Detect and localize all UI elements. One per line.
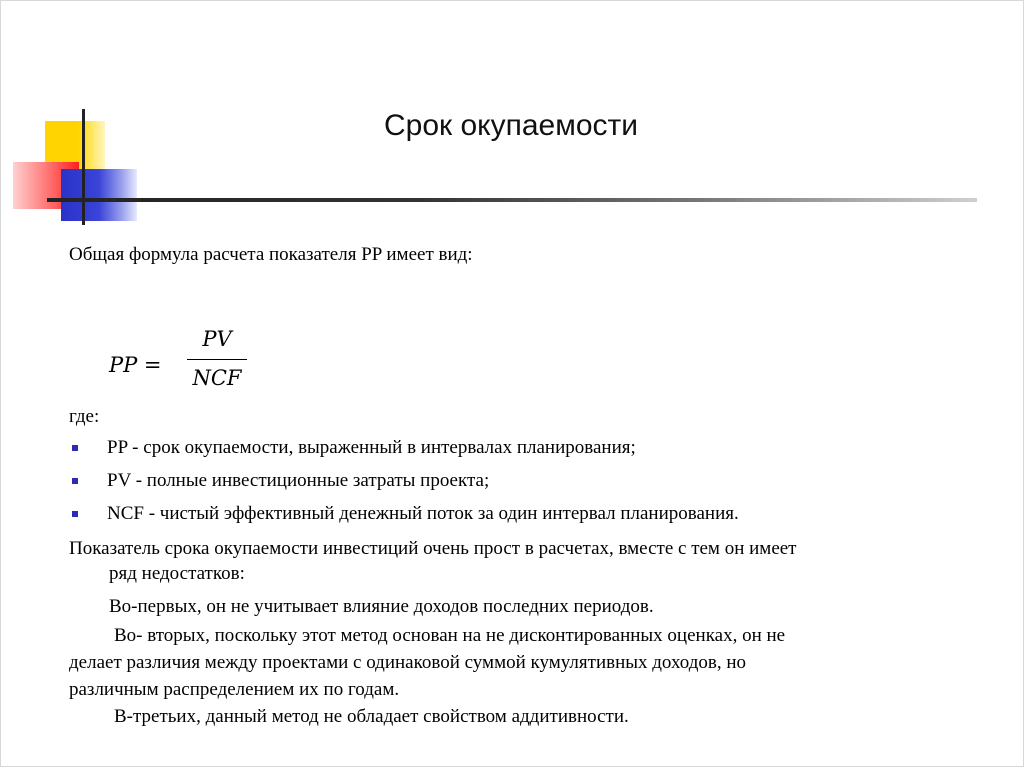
fraction-bar xyxy=(187,359,247,360)
paragraph-line: Показатель срока окупаемости инвестиций очень прост в расчетах, вместе с тем он имеет xyxy=(69,538,797,559)
slide-title: Срок окупаемости xyxy=(383,109,639,142)
paragraph-summary xyxy=(69,536,796,586)
paragraph-first-drawback: Во-первых, он не учитывает влияние доходов последних периодов. xyxy=(109,596,654,617)
list-item xyxy=(69,436,739,469)
bullet-square-icon xyxy=(72,445,78,451)
decor-vertical-line xyxy=(82,109,85,225)
title-underline xyxy=(47,198,977,202)
paragraph-second-drawback xyxy=(69,622,785,703)
paragraph-line: делает различия между проектами с одинаковой суммой кумулятивных доходов, но xyxy=(69,652,746,673)
list-item xyxy=(69,469,739,502)
definition-text: NCF - чистый эффективный денежный поток за один интервал планирования. xyxy=(107,503,739,524)
formula-lhs: PP = xyxy=(109,353,162,377)
definition-text: PV - полные инвестиционные затраты проекта; xyxy=(107,470,490,491)
definition-text: PP - срок окупаемости, выраженный в интервалах планирования; xyxy=(107,437,636,458)
paragraph-third-drawback: В-третьих, данный метод не обладает свойством аддитивности. xyxy=(114,706,629,727)
paragraph-line: различным распределением их по годам. xyxy=(69,679,400,700)
bullet-square-icon xyxy=(72,478,78,484)
definitions-list xyxy=(69,436,739,535)
where-label: где: xyxy=(69,406,100,427)
decor-blue-square xyxy=(61,169,137,221)
bullet-square-icon xyxy=(72,511,78,517)
formula-numerator: PV xyxy=(202,327,232,351)
paragraph-line: ряд недостатков: xyxy=(109,563,245,584)
formula-denominator: NCF xyxy=(192,366,242,390)
intro-text: Общая формула расчета показателя PP имеет вид: xyxy=(69,244,473,265)
paragraph-line: Во- вторых, поскольку этот метод основан на не дисконтированных оценках, он не xyxy=(114,625,786,646)
list-item xyxy=(69,502,739,535)
formula-fraction xyxy=(187,327,247,390)
